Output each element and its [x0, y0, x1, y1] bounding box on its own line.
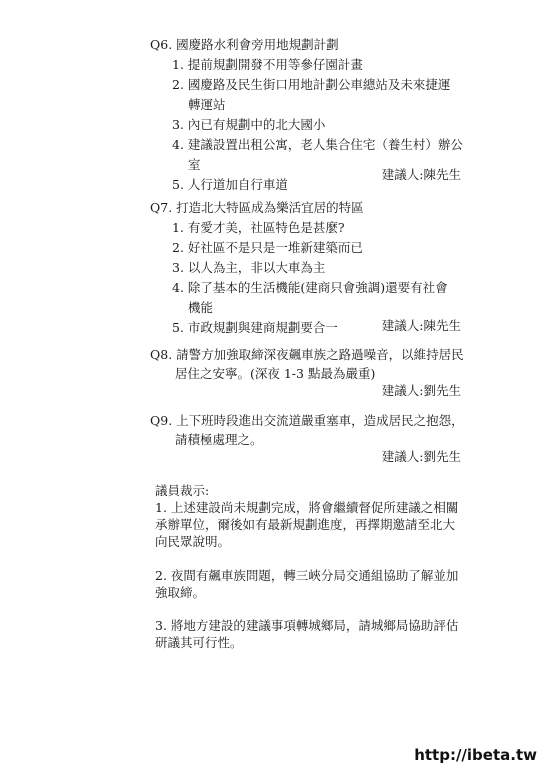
q7-proposer: 建議人:陳先生: [381, 318, 461, 333]
q8-proposer: 建議人:劉先生: [381, 383, 461, 398]
remarks-line-5: 強取締。: [155, 585, 206, 600]
q8-cont: 居住之安寧。(深夜 1-3 點最為嚴重): [175, 366, 376, 381]
site-watermark: http://ibeta.tw: [414, 746, 537, 764]
q6-item-4: 4. 建議設置出租公寓，老人集合住宅（養生村）辦公: [172, 137, 463, 152]
q7-item-4-cont: 機能: [188, 300, 214, 315]
q8-title: Q8. 請警方加強取締深夜飆車族之路過噪音，以維持居民: [150, 347, 464, 362]
q7-item-1: 1. 有愛才美，社區特色是甚麼?: [172, 220, 345, 235]
q7-title: Q7. 打造北大特區成為樂活宜居的特區: [150, 200, 364, 215]
q6-item-4-cont: 室: [188, 157, 201, 172]
remarks-heading: 議員裁示:: [155, 483, 210, 498]
q6-item-2: 2. 國慶路及民生街口用地計劃公車總站及未來捷運: [172, 77, 451, 92]
remarks-line-4: 2. 夜間有飆車族問題，轉三峽分局交通組協助了解並加: [155, 568, 459, 583]
q6-item-5: 5. 人行道加自行車道: [172, 177, 288, 192]
q7-item-5: 5. 市政規劃與建商規劃要合一: [172, 320, 338, 335]
q7-item-3: 3. 以人為主，非以大車為主: [172, 260, 326, 275]
q9-cont: 請積極處理之。: [175, 432, 263, 447]
remarks-line-1: 1. 上述建設尚未規劃完成，將會繼續督促所建議之相關: [155, 500, 459, 515]
q6-title: Q6. 國慶路水利會旁用地規劃計劃: [150, 37, 339, 52]
q7-item-2: 2. 好社區不是只是一堆新建築而已: [172, 240, 363, 255]
q6-item-3: 3. 內已有規劃中的北大國小: [172, 117, 326, 132]
q6-item-1: 1. 提前規劃開發不用等參仔園計畫: [172, 57, 363, 72]
q7-item-4: 4. 除了基本的生活機能(建商只會強調)還要有社會: [172, 280, 448, 295]
remarks-line-6: 3. 將地方建設的建議事項轉城鄉局，請城鄉局協助評估: [155, 618, 459, 633]
q6-item-2-cont: 轉運站: [188, 97, 226, 112]
remarks-line-3: 向民眾說明。: [155, 534, 231, 549]
q6-proposer: 建議人:陳先生: [381, 167, 461, 182]
q9-title: Q9. 上下班時段進出交流道嚴重塞車，造成居民之抱怨，: [150, 413, 464, 428]
remarks-line-2: 承辦單位，爾後如有最新規劃進度，再擇期邀請至北大: [155, 517, 456, 532]
remarks-line-7: 研議其可行性。: [155, 635, 243, 650]
q9-proposer: 建議人:劉先生: [381, 449, 461, 464]
